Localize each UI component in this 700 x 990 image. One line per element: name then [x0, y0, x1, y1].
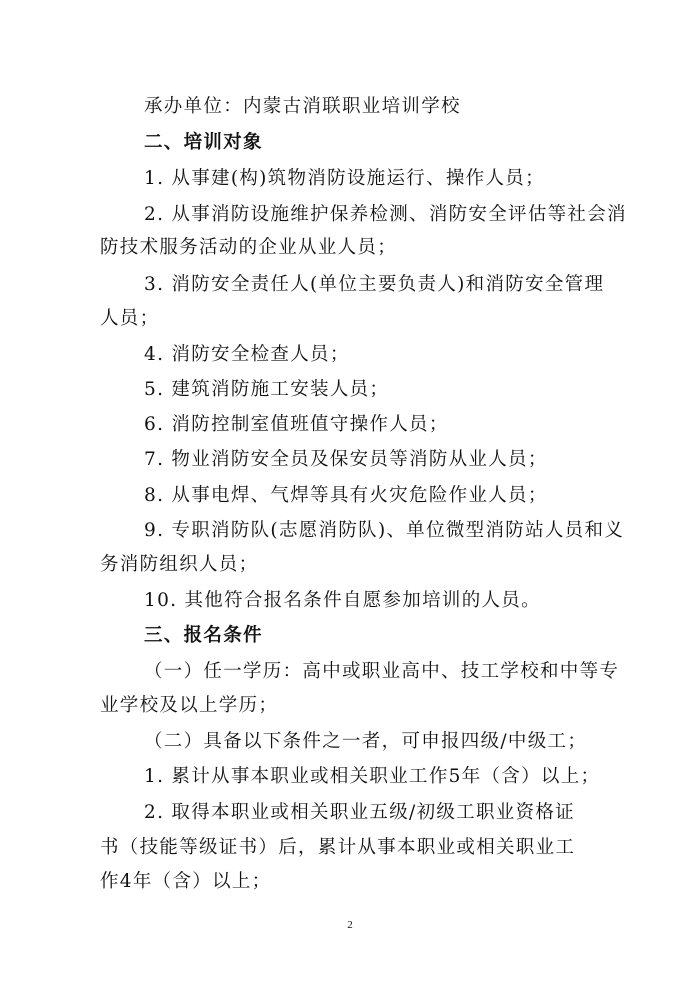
- list-item: 10. 其他符合报名条件自愿参加培训的人员。: [144, 590, 541, 611]
- list-item: 8. 从事电焊、气焊等具有火灾危险作业人员；: [144, 485, 548, 506]
- organizer-line: 承办单位：内蒙古消联职业培训学校: [144, 96, 461, 117]
- list-item: 2. 从事消防设施维护保养检测、消防安全评估等社会消: [144, 204, 627, 225]
- condition-line: （二）具备以下条件之一者，可申报四级/中级工；: [144, 731, 588, 752]
- list-item: 1. 从事建(构)筑物消防设施运行、操作人员；: [144, 168, 545, 189]
- condition-line: 2. 取得本职业或相关职业五级/初级工职业资格证: [144, 802, 575, 823]
- list-item: 9. 专职消防队(志愿消防队)、单位微型消防站人员和义: [144, 520, 625, 541]
- condition-line: 1. 累计从事本职业或相关职业工作5年（含）以上；: [144, 766, 601, 787]
- list-item-continuation: 务消防组织人员；: [100, 554, 259, 575]
- section-heading-training-targets: 二、培训对象: [144, 132, 263, 153]
- condition-line-continuation: 书（技能等级证书）后，累计从事本职业或相关职业工: [100, 837, 576, 858]
- condition-line-continuation: 业学校及以上学历；: [100, 695, 279, 716]
- list-item-continuation: 防技术服务活动的企业从业人员；: [100, 237, 398, 258]
- list-item: 4. 消防安全检查人员；: [144, 344, 350, 365]
- list-item: 7. 物业消防安全员及保安员等消防从业人员；: [144, 449, 548, 470]
- list-item: 3. 消防安全责任人(单位主要负责人)和消防安全管理: [144, 274, 605, 295]
- list-item-continuation: 人员；: [100, 308, 160, 329]
- section-heading-registration-conditions: 三、报名条件: [144, 625, 263, 646]
- page-number: 2: [347, 919, 353, 931]
- list-item: 5. 建筑消防施工安装人员；: [144, 379, 390, 400]
- list-item: 6. 消防控制室值班值守操作人员；: [144, 414, 449, 435]
- condition-line-continuation: 作4年（含）以上；: [100, 871, 272, 892]
- condition-line: （一）任一学历：高中或职业高中、技工学校和中等专: [144, 661, 620, 682]
